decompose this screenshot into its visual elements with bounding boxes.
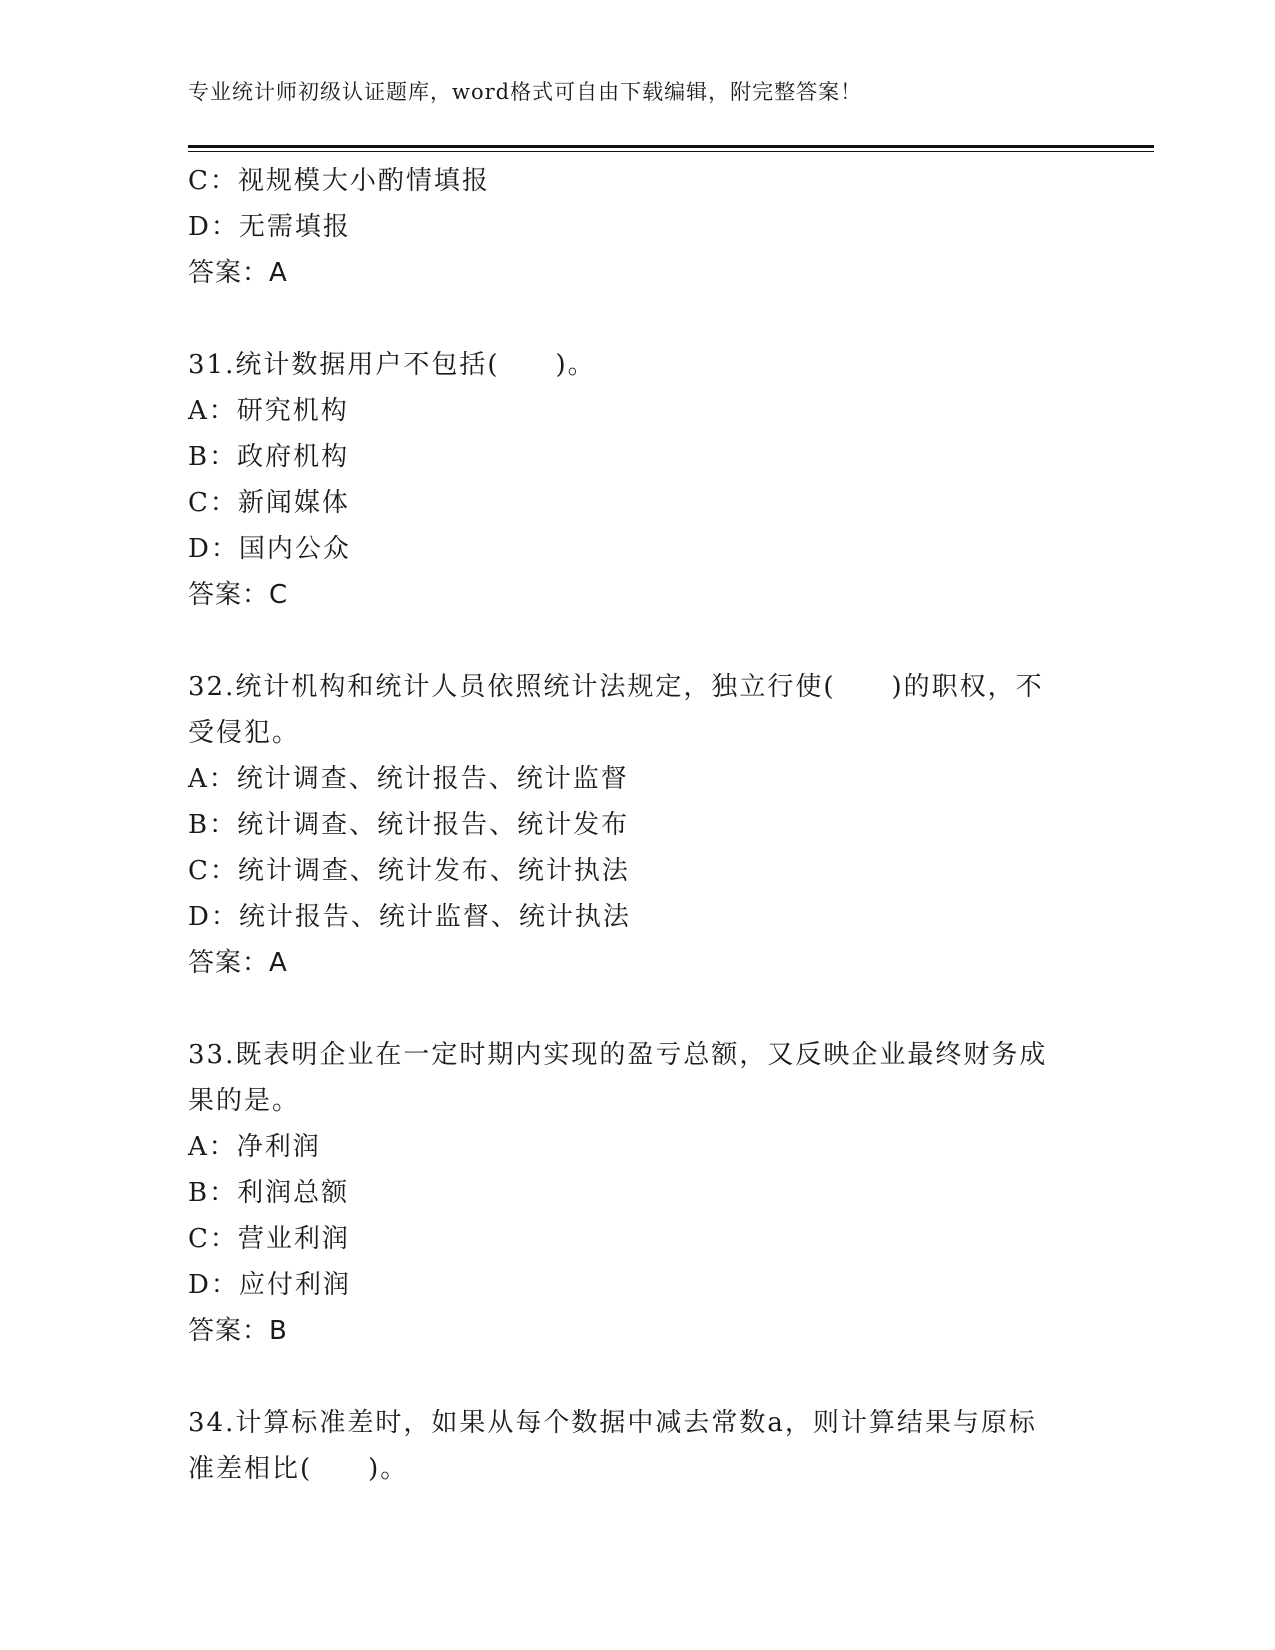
spacer [188,1354,1088,1400]
option-c: C：营业利润 [188,1224,350,1254]
answer-line: 答案：A [188,258,288,288]
option-a: A：研究机构 [188,396,349,426]
option-a: A：统计调查、统计报告、统计监督 [188,764,629,794]
option-d: D：无需填报 [188,212,351,242]
option-b: B：利润总额 [188,1178,350,1208]
question-stem-cont: 果的是。 [188,1086,301,1116]
page-header: 专业统计师初级认证题库，word格式可自由下载编辑，附完整答案！ [188,80,863,104]
question-34 [188,1400,1088,1492]
question-31 [188,342,1088,618]
question-stem: 31.统计数据用户不包括( )。 [188,350,596,380]
question-32 [188,664,1088,986]
question-stem: 32.统计机构和统计人员依照统计法规定，独立行使( )的职权，不 [188,672,1044,702]
question-content [188,158,1088,1492]
prev-question-tail [188,158,1088,296]
header-rule-thick [188,145,1154,148]
question-33 [188,1032,1088,1354]
option-a: A：净利润 [188,1132,321,1162]
question-stem: 34.计算标准差时，如果从每个数据中减去常数a，则计算结果与原标 [188,1408,1037,1438]
option-d: D：统计报告、统计监督、统计执法 [188,902,631,932]
option-b: B：统计调查、统计报告、统计发布 [188,810,630,840]
answer-line: 答案：C [188,580,289,610]
option-b: B：政府机构 [188,442,350,472]
option-c: C：视规模大小酌情填报 [188,166,490,196]
option-d: D：应付利润 [188,1270,351,1300]
question-stem-cont: 受侵犯。 [188,718,301,748]
spacer [188,986,1088,1032]
question-stem-cont: 准差相比( )。 [188,1454,409,1484]
spacer [188,296,1088,342]
option-c: C：统计调查、统计发布、统计执法 [188,856,630,886]
answer-line: 答案：A [188,948,288,978]
question-stem: 33.既表明企业在一定时期内实现的盈亏总额，又反映企业最终财务成 [188,1040,1048,1070]
answer-line: 答案：B [188,1316,288,1346]
header-rule-thin [188,151,1154,152]
option-d: D：国内公众 [188,534,351,564]
option-c: C：新闻媒体 [188,488,350,518]
spacer [188,618,1088,664]
